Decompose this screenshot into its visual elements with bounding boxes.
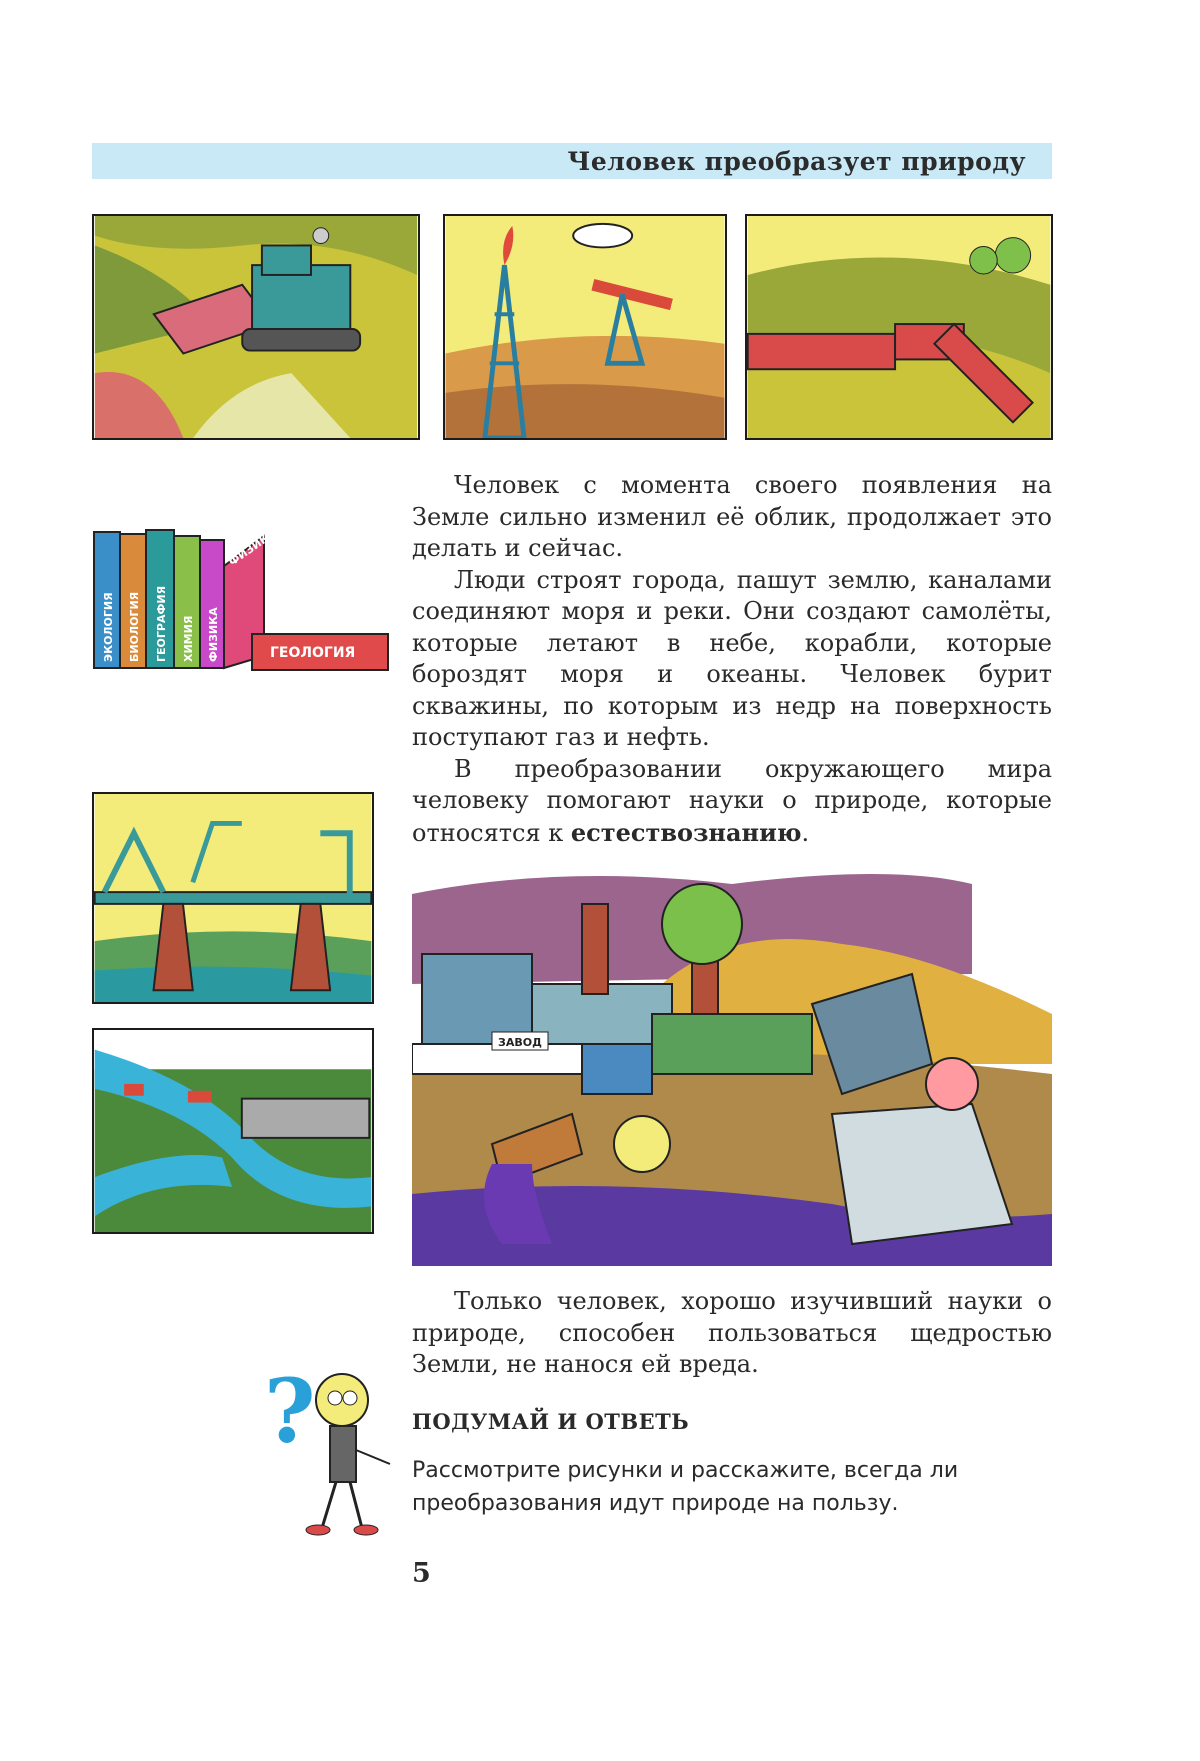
pollution-illustration [412, 864, 1052, 1266]
oil-rig-illustration [443, 214, 727, 440]
book-spine-physics: ФИЗИКА [207, 607, 220, 662]
paragraph-3-end: . [801, 818, 810, 847]
tractor-illustration [92, 214, 420, 440]
factory-sign: ЗАВОД [498, 1036, 542, 1049]
task-text: Рассмотрите рисунки и расскажите, всегда ли преобразования идут природе на пользу. [412, 1458, 959, 1516]
book-spine-chemistry: ХИМИЯ [182, 615, 195, 662]
conclusion-text [412, 1286, 1052, 1381]
header-bar [92, 143, 1052, 179]
book-spine-geography: ГЕОГРАФИЯ [155, 585, 168, 662]
page-title: Человек преобразует природу [567, 147, 1026, 176]
paragraph-1: Человек с момента своего появления на Земле сильно изменил её облик, продолжает это делать и сейчас. [412, 471, 1052, 562]
term-natural-science: естествознанию [570, 817, 802, 847]
paragraph-3 [412, 754, 1052, 850]
book-spine-ecology: ЭКОЛОГИЯ [102, 592, 115, 662]
canal-illustration [92, 1028, 374, 1234]
book-cover-physics: ФИЗИКА [226, 526, 279, 569]
thinking-character [262, 1360, 402, 1540]
question-mark-icon: ? [264, 1360, 316, 1463]
bridge-illustration [92, 792, 374, 1004]
books-illustration [92, 526, 392, 674]
paragraph-2: Люди строят города, пашут землю, каналами соединяют моря и реки. Они создают самолёты, которые летают в небе, корабли, которые бороздят моря и океаны. Человек бурит скважины, по которым из недр на поверхность поступают газ и нефть. [412, 565, 1052, 751]
paragraph-3-text: В преобразовании окружающего мира человеку помогают науки о природе, которые относятся к [412, 754, 1052, 847]
paragraph-4: Только человек, хорошо изучивший науки о природе, способен пользоваться щедростью Земли, не нанося ей вреда. [412, 1287, 1052, 1378]
page-number: 5 [412, 1558, 431, 1589]
pipeline-illustration [745, 214, 1053, 440]
book-spine-biology: БИОЛОГИЯ [128, 591, 141, 662]
main-text [412, 470, 1052, 849]
task-heading: ПОДУМАЙ И ОТВЕТЬ [412, 1409, 690, 1434]
book-lying-geology: ГЕОЛОГИЯ [270, 645, 356, 661]
